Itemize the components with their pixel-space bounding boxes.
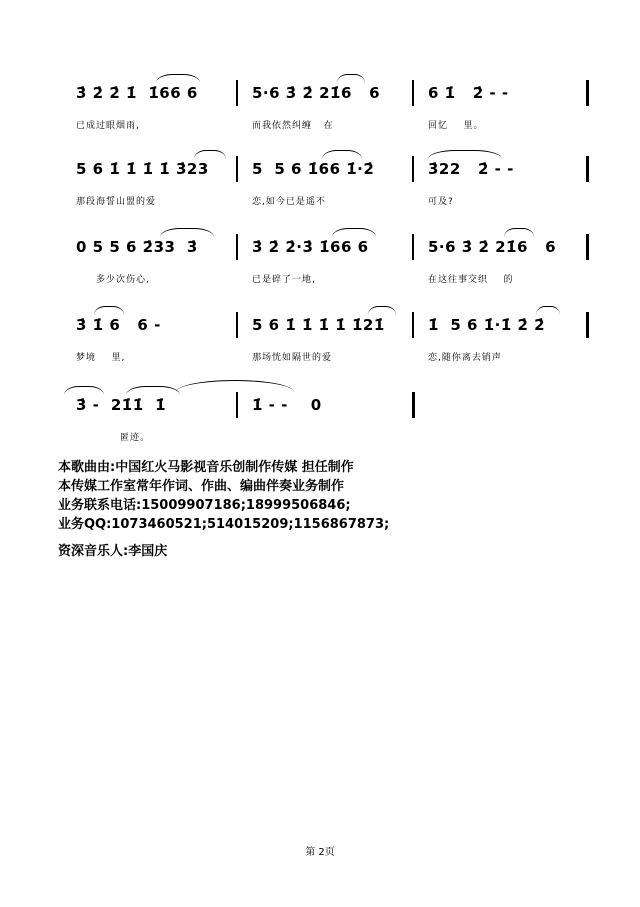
measure-lyric: 那场恍如隔世的爱 [252,353,333,363]
bar-line [586,156,589,182]
measure-notes: 5 6 1̇ 1̇ 1̇ 1̇ 3̇23 [76,160,209,178]
slur [504,228,534,237]
slur [126,386,180,395]
slur [337,74,365,83]
slur [176,380,294,393]
slur [368,306,396,315]
measure-notes: 1̇ - - 0 [252,396,322,414]
measure-lyric: 恋,随你离去销声 [428,353,502,363]
bar-line [586,312,589,338]
measure-lyric: 梦境 里, [76,353,126,363]
bar-line [412,80,414,106]
bar-line [236,312,238,338]
measure-lyric: 恋,如今已是遥不 [252,197,326,207]
page-number: 第 2页 [305,847,335,858]
slur [94,306,124,315]
measure-lyric: 在这往事交织 的 [428,275,514,285]
measure-notes: 3̇ 1̇ 6 6 - [76,316,161,334]
measure-lyric: 匿迹。 [120,433,151,443]
measure-notes: 5 5 6 1̇66 1̇·2̇ [252,160,375,178]
slur [194,150,226,159]
bar-line [412,312,414,338]
bar-line [236,80,238,106]
studio-services: 本传媒工作室常年作词、作曲、编曲伴奏业务制作 [58,479,345,494]
measure-notes: 6 1̇ 2̇ - - [428,84,509,102]
bar-line [412,392,415,418]
measure-notes: 3̇ - 21̇1̇ 1̇ [76,396,167,414]
measure-notes: 1̇ 5 6 1̇·1̇ 2̇ 2̇ [428,316,546,334]
measure-lyric: 回忆 里。 [428,121,484,131]
slur [428,150,502,159]
slur [160,228,214,237]
slur [156,74,200,83]
slur [64,386,104,395]
slur [536,306,560,315]
slur [322,150,362,159]
measure-lyric: 那段海誓山盟的爱 [76,197,157,207]
measure-notes: 3̇22 2̇ - - [428,160,514,178]
slur [332,228,376,237]
measure-notes: 5 6 1̇ 1̇ 1̇ 1̇ 1̇21̇ [252,316,385,334]
measure-lyric: 可及? [428,197,454,207]
bar-line [412,156,414,182]
bar-line [412,234,414,260]
measure-notes: 5·6 3̇ 2̇ 21̇6 6 [252,84,381,102]
bar-line [236,234,238,260]
measure-lyric: 已是碎了一地, [252,275,316,285]
measure-notes: 0 5 5 6 2̇33 3̇ [76,238,198,256]
bar-line [586,80,589,106]
musician-credit: 资深音乐人:李国庆 [58,544,168,559]
measure-notes: 3̇ 2̇ 2̇·3̇ 1̇66 6 [252,238,369,256]
bar-line [586,234,589,260]
bar-line [236,392,238,418]
measure-notes: 5·6 3̇ 2̇ 21̇6 6 [428,238,557,256]
bar-line [236,156,238,182]
measure-notes: 3̇ 2̇ 2̇ 1̇ 1̇66 6 [76,84,198,102]
production-credit: 本歌曲由:中国红火马影视音乐创制作传媒 担任制作 [58,460,354,475]
contact-phone: 业务联系电话:15009907186;18999506846; [58,498,351,513]
measure-lyric: 多少次伤心, [96,275,150,285]
measure-lyric: 而我依然纠缠 在 [252,121,334,131]
measure-lyric: 已成过眼烟雨, [76,121,140,131]
contact-qq: 业务QQ:1073460521;514015209;1156867873; [58,517,390,532]
